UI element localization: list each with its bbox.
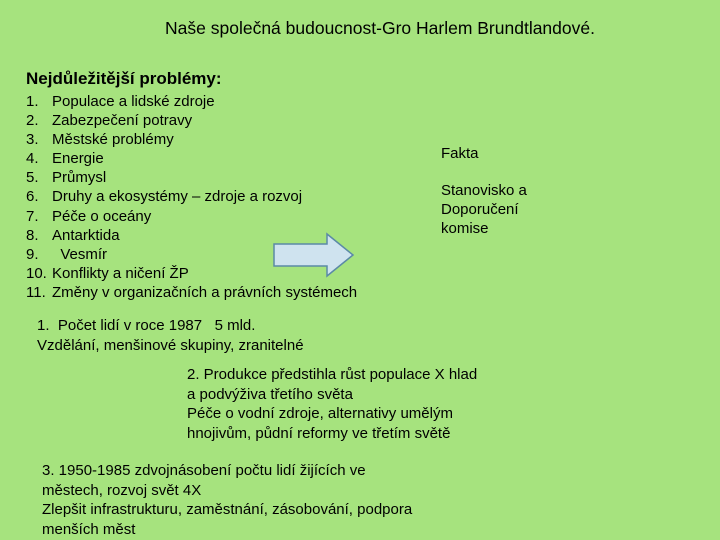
list-item [26, 207, 357, 226]
item-number: 4. [26, 150, 39, 168]
list-item [26, 149, 357, 168]
note-line: Vzdělání, menšinové skupiny, zranitelné [37, 336, 304, 354]
item-text: Energie [52, 150, 104, 168]
note-line: Zlepšit infrastrukturu, zaměstnání, zásobování, podpora [42, 501, 413, 518]
doporuceni-label: Doporučení [441, 201, 519, 218]
note-line: městech, rozvoj svět 4X [42, 481, 202, 499]
item-text: Městské problémy [52, 131, 174, 149]
item-text: Populace a lidské zdroje [52, 93, 215, 110]
report-types [441, 144, 527, 238]
note-line: Péče o vodní zdroje, alternativy umělým [187, 405, 453, 422]
item-text: Péče o oceány [52, 207, 152, 225]
list-item [26, 111, 357, 130]
item-number: 9. [26, 245, 39, 263]
item-number: 11. [26, 283, 46, 301]
item-number: 5. [26, 169, 39, 187]
item-text: Změny v organizačních a právních systémech [52, 283, 358, 301]
note-line: a podvýživa třetího světa [187, 385, 353, 403]
note-line: 2. Produkce předstihla růst populace X hlad [187, 366, 478, 383]
list-item [26, 92, 357, 111]
population-note [37, 316, 304, 355]
item-number: 2. [26, 112, 39, 130]
list-item [26, 168, 357, 187]
komise-label: komise [441, 220, 489, 237]
item-number: 1. [26, 93, 39, 110]
item-number: 8. [26, 226, 39, 244]
food-note [187, 365, 477, 443]
item-number: 6. [26, 188, 39, 206]
note-line: hnojivům, půdní reformy ve třetím světě [187, 424, 451, 442]
list-item [26, 283, 357, 302]
item-number: 7. [26, 207, 39, 225]
item-text: Konflikty a ničení ŽP [52, 264, 189, 282]
item-number: 3. [26, 131, 39, 149]
problems-heading: Nejdůležitější problémy: [26, 69, 222, 88]
item-text: Druhy a ekosystémy – zdroje a rozvoj [52, 188, 303, 206]
list-item [26, 130, 357, 149]
item-text: Zabezpečení potravy [52, 112, 193, 130]
page-title: Naše společná budoucnost-Gro Harlem Brundtlandové. [165, 18, 595, 38]
item-number: 10. [26, 264, 47, 282]
right-arrow-icon [273, 232, 355, 278]
urban-note [42, 461, 412, 539]
note-line: 1. Počet lidí v roce 1987 5 mld. [37, 317, 256, 334]
stanovisko-label: Stanovisko a [441, 182, 527, 199]
list-item [26, 187, 357, 206]
item-text: Vesmír [52, 245, 108, 263]
note-line: menších měst [42, 520, 136, 538]
fakta-label: Fakta [441, 145, 479, 162]
item-text: Antarktida [52, 226, 120, 244]
note-line: 3. 1950-1985 zdvojnásobení počtu lidí žijících ve [42, 462, 366, 479]
item-text: Průmysl [52, 169, 107, 187]
